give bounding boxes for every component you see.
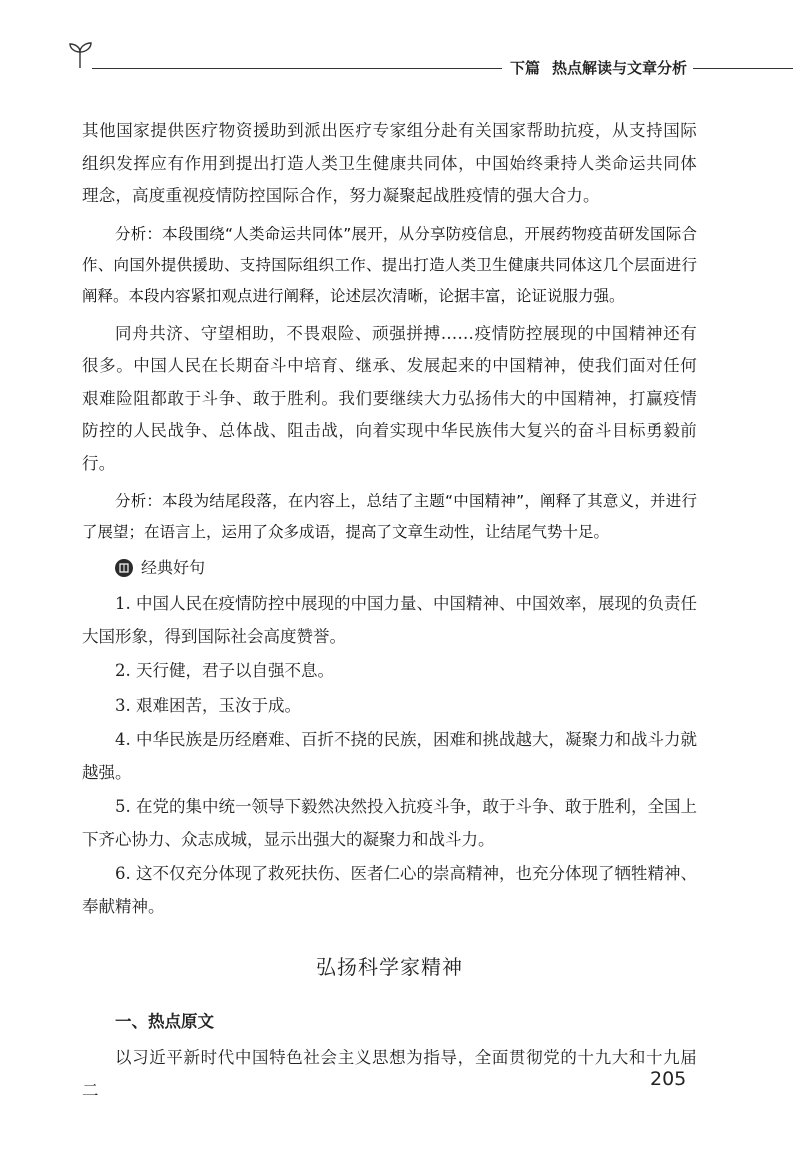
header-rule-left [92, 68, 502, 69]
quote-item: 1. 中国人民在疫情防控中展现的中国力量、中国精神、中国效率，展现的负责任大国形象，得到国际社会高度赞誉。 [82, 594, 697, 646]
header-part: 下篇 [510, 59, 541, 77]
header-title [510, 57, 687, 78]
analysis-paragraph-2: 分析：本段为结尾段落，在内容上，总结了主题“中国精神”，阐释了其意义，并进行了展望；在语言上，运用了众多成语，提高了文章生动性，让结尾气势十足。 [82, 492, 697, 541]
body-paragraph-1: 其他国家提供医疗物资援助到派出医疗专家组分赴有关国家帮助抗疫，从支持国际组织发挥应有作用到提出打造人类卫生健康共同体，中国始终秉持人类命运共同体理念，高度重视疫情防控国际合作，努力凝聚起战胜疫情的强大合力。 [82, 121, 697, 205]
section-subheading: 一、热点原文 [115, 1012, 214, 1031]
sprout-icon [68, 40, 94, 70]
page-content [82, 115, 697, 1107]
article-first-line: 以习近平新时代中国特色社会主义思想为指导，全面贯彻党的十九大和十九届二 [82, 1048, 697, 1100]
quotes-label-text: 经典好句 [141, 558, 206, 577]
header-section-title: 热点解读与文章分析 [552, 59, 688, 77]
body-paragraph-2: 同舟共济、守望相助，不畏艰险、顽强拼搏……疫情防控展现的中国精神还有很多。中国人民在长期奋斗中培育、继承、发展起来的中国精神，使我们面对任何艰难险阻都敢于斗争、敢于胜利。我们要继续大力弘扬伟大的中国精神，打赢疫情防控的人民战争、总体战、阻击战，向着实现中华民族伟大复兴的奋斗目标勇毅前行。 [82, 323, 697, 473]
quote-item: 2. 天行健，君子以自强不息。 [115, 661, 334, 680]
page-header [0, 0, 800, 90]
quote-item: 5. 在党的集中统一领导下毅然决然投入抗疫斗争，敢于斗争、敢于胜利，全国上下齐心协力、众志成城，显示出强大的凝聚力和战斗力。 [82, 797, 697, 849]
header-rule-right [693, 68, 793, 69]
article-title: 弘扬科学家精神 [316, 955, 463, 979]
analysis-paragraph-1: 分析：本段围绕“人类命运共同体”展开，从分享防疫信息，开展药物疫苗研发国际合作、向国外提供援助、支持国际组织工作、提出打造人类卫生健康共同体这几个层面进行阐释。本段内容紧扣观点进行阐释，论述层次清晰，论据丰富，论证说服力强。 [82, 224, 697, 305]
page-number: 205 [650, 1068, 687, 1090]
quote-book-icon [115, 559, 133, 577]
quotes-section-label [115, 554, 697, 582]
quote-item: 4. 中华民族是历经磨难、百折不挠的民族，困难和挑战越大，凝聚力和战斗力就越强。 [82, 730, 697, 782]
quote-item: 6. 这不仅充分体现了救死扶伤、医者仁心的崇高精神，也充分体现了牺牲精神、奉献精神。 [82, 864, 697, 916]
quote-item: 3. 艰难困苦，玉汝于成。 [115, 695, 301, 715]
